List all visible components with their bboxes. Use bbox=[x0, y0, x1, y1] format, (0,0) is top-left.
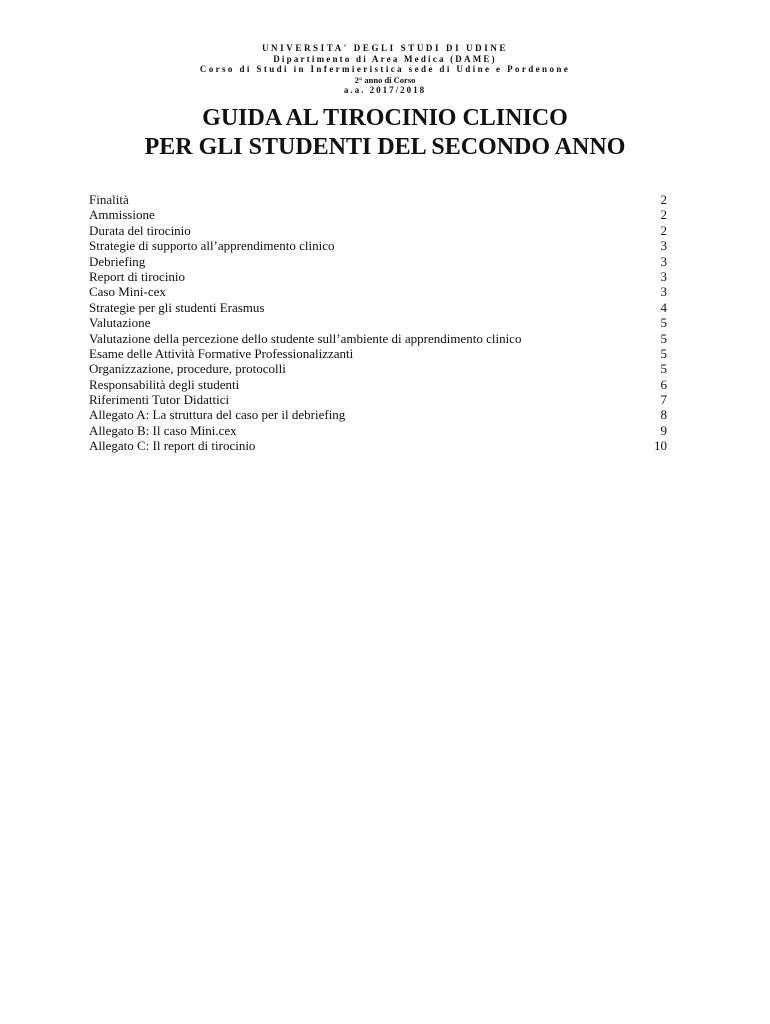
toc-entry-page: 7 bbox=[660, 392, 667, 408]
toc-entry bbox=[89, 377, 667, 392]
toc-entry-page: 10 bbox=[654, 438, 667, 454]
toc-entry-page: 2 bbox=[660, 207, 667, 223]
document-header bbox=[0, 43, 770, 96]
toc-entry-page: 6 bbox=[660, 376, 667, 392]
table-of-contents bbox=[89, 192, 667, 454]
toc-entry-page: 2 bbox=[660, 192, 667, 207]
toc-entry bbox=[89, 346, 667, 361]
toc-entry bbox=[89, 331, 667, 346]
toc-entry-page: 2 bbox=[660, 222, 667, 238]
toc-entry-page: 5 bbox=[660, 345, 667, 361]
toc-entry bbox=[89, 284, 667, 299]
toc-entry-label: Strategie di supporto all’apprendimento clinico bbox=[89, 238, 335, 254]
toc-entry-label: Riferimenti Tutor Didattici bbox=[89, 392, 230, 408]
document-title bbox=[0, 104, 770, 162]
title-line-2: PER GLI STUDENTI DEL SECONDO ANNO bbox=[144, 134, 626, 160]
toc-entry-label: Ammissione bbox=[89, 207, 155, 223]
toc-entry bbox=[89, 407, 667, 422]
department-name: Dipartimento di Area Medica (DAME) bbox=[273, 53, 497, 64]
toc-entry-page: 3 bbox=[660, 284, 667, 300]
toc-entry-page: 4 bbox=[660, 299, 667, 315]
toc-entry bbox=[89, 392, 667, 407]
year-of-course: 2° anno di Corso bbox=[354, 74, 416, 85]
toc-entry bbox=[89, 423, 667, 438]
toc-entry bbox=[89, 238, 667, 253]
toc-entry-label: Esame delle Attività Formative Professionalizzanti bbox=[89, 345, 354, 361]
toc-entry bbox=[89, 300, 667, 315]
toc-entry-label: Valutazione della percezione dello studente sull’ambiente di apprendimento clinico bbox=[89, 330, 522, 346]
toc-entry-label: Allegato B: Il caso Mini.cex bbox=[89, 422, 237, 438]
toc-entry-page: 3 bbox=[660, 253, 667, 269]
academic-year: a.a. 2017/2018 bbox=[343, 85, 427, 95]
toc-entry-label: Debriefing bbox=[89, 253, 146, 269]
toc-entry-label: Finalità bbox=[89, 192, 129, 207]
toc-entry-page: 5 bbox=[660, 330, 667, 346]
toc-entry-label: Responsabilità degli studenti bbox=[89, 376, 240, 392]
toc-entry-page: 3 bbox=[660, 268, 667, 284]
toc-entry bbox=[89, 192, 667, 207]
toc-entry-label: Allegato A: La struttura del caso per il debriefing bbox=[89, 407, 346, 423]
toc-entry bbox=[89, 254, 667, 269]
toc-entry-page: 9 bbox=[660, 422, 667, 438]
toc-entry-label: Strategie per gli studenti Erasmus bbox=[89, 299, 265, 315]
toc-entry-label: Allegato C: Il report di tirocinio bbox=[89, 438, 256, 454]
toc-entry-page: 3 bbox=[660, 238, 667, 254]
toc-entry bbox=[89, 315, 667, 330]
course-name: Corso di Studi in Infermieristica sede di Udine e Pordenone bbox=[199, 64, 571, 74]
toc-entry-label: Valutazione bbox=[89, 315, 151, 331]
toc-entry-label: Durata del tirocinio bbox=[89, 222, 191, 238]
toc-entry bbox=[89, 223, 667, 238]
toc-entry-page: 8 bbox=[660, 407, 667, 423]
toc-entry bbox=[89, 361, 667, 376]
title-line-1: GUIDA AL TIROCINIO CLINICO bbox=[202, 105, 568, 131]
toc-entry bbox=[89, 269, 667, 284]
toc-entry-label: Caso Mini-cex bbox=[89, 284, 166, 300]
toc-entry bbox=[89, 207, 667, 222]
toc-entry-label: Report di tirocinio bbox=[89, 268, 186, 284]
university-name: UNIVERSITA' DEGLI STUDI DI UDINE bbox=[261, 43, 509, 53]
toc-entry-page: 5 bbox=[660, 315, 667, 331]
toc-entry-page: 5 bbox=[660, 361, 667, 377]
toc-entry-label: Organizzazione, procedure, protocolli bbox=[89, 361, 286, 377]
toc-entry bbox=[89, 438, 667, 453]
